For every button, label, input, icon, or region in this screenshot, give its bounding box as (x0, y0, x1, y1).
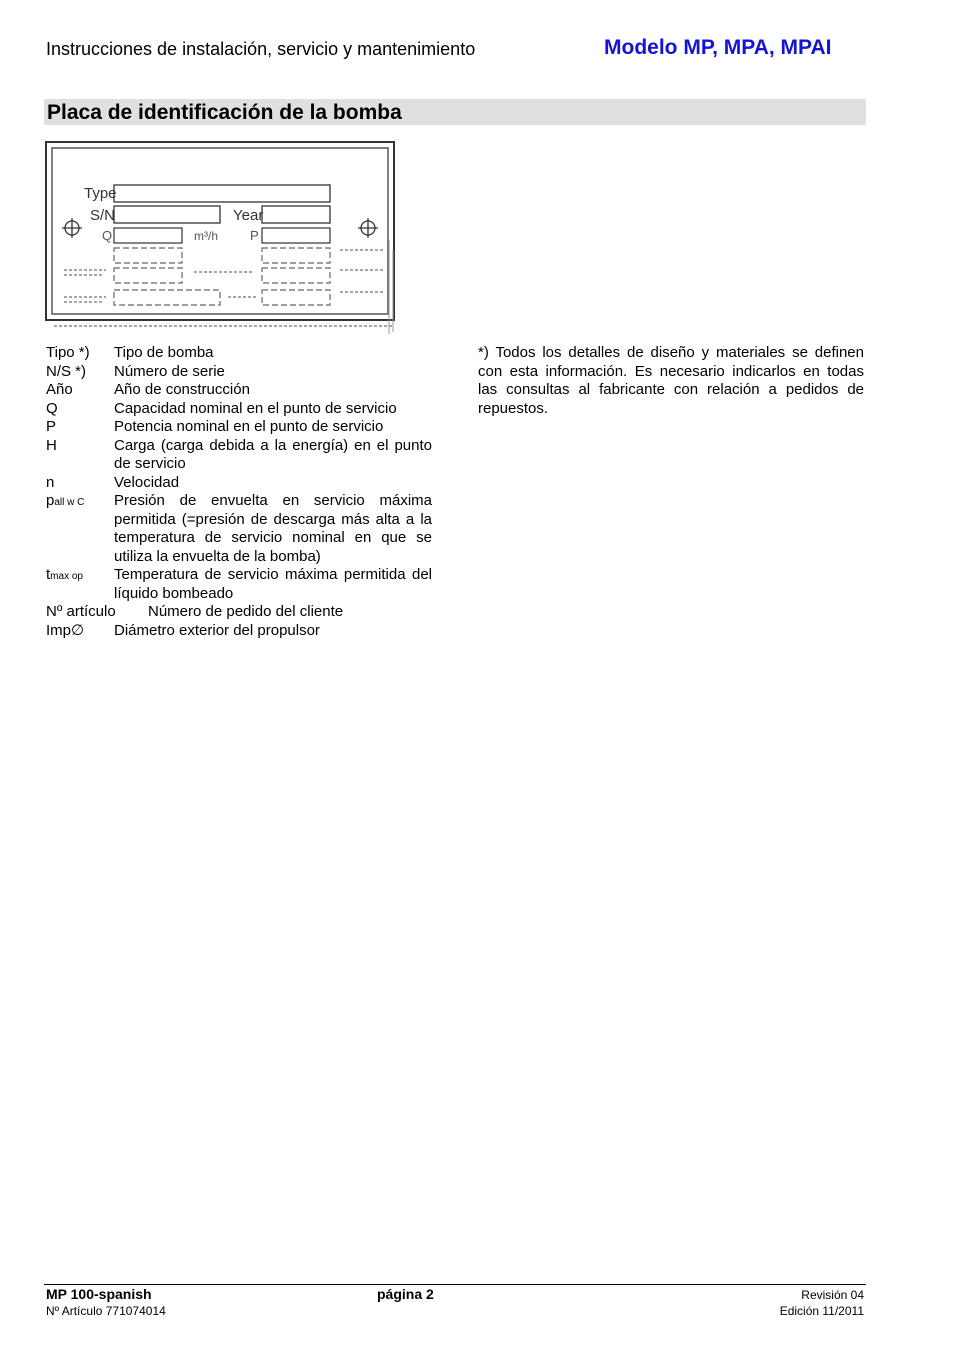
definition-row (46, 474, 432, 493)
definition-desc: Número de serie (114, 362, 225, 380)
footer-edition: Edición 11/2011 (779, 1304, 864, 1318)
footer-article-number: Nº Artículo 771074014 (46, 1304, 166, 1318)
header-document-title: Instrucciones de instalación, servicio y mantenimiento (46, 39, 476, 59)
plate-label-q: Q (102, 228, 113, 243)
definition-desc: Diámetro exterior del propulsor (114, 621, 320, 639)
definition-desc: Velocidad (114, 473, 180, 491)
definition-desc: Presión de envuelta en servicio máxima permitida (=presión de descarga más alta a la temperatura de servicio nominal en que se utiliza la envuelta de la bomba) (114, 492, 432, 565)
definition-term (46, 566, 114, 603)
definition-term-main: t (46, 566, 51, 583)
section-title: Placa de identificación de la bomba (47, 101, 402, 124)
plate-label-type: Type (84, 185, 117, 202)
definition-term: Año (46, 381, 73, 398)
definition-term-subscript: all w C (54, 497, 85, 508)
definition-desc: Potencia nominal en el punto de servicio (114, 418, 384, 435)
definition-row (46, 418, 432, 437)
definition-term: n (46, 473, 55, 491)
plate-label-m3h: m³/h (194, 229, 218, 243)
definition-desc: Temperatura de servicio máxima permitida del líquido bombeado (114, 566, 432, 602)
footer-revision: Revisión 04 (801, 1288, 864, 1302)
definition-term: H (46, 436, 57, 454)
definition-row (46, 344, 432, 363)
definition-term: N/S *) (46, 362, 87, 380)
definition-row (46, 363, 432, 382)
definition-term: Imp∅ (46, 621, 85, 639)
definition-row (46, 603, 432, 622)
definition-row (46, 492, 432, 566)
plate-label-p: P (250, 228, 259, 243)
definition-desc: Capacidad nominal en el punto de servicio (114, 399, 397, 417)
definition-desc: Tipo de bomba (114, 344, 214, 361)
footer-page-number: página 2 (377, 1286, 434, 1302)
definition-term (46, 492, 114, 566)
definition-row (46, 437, 432, 474)
header-model-title: Modelo MP, MPA, MPAI (604, 36, 832, 59)
definition-term-subscript: max op (50, 571, 83, 582)
definitions-list (46, 344, 432, 640)
definition-desc: Año de construcción (114, 381, 250, 398)
definition-term: Q (46, 399, 58, 417)
footnote-text: *) Todos los detalles de diseño y materiales se definen con esta información. Es necesario indicarlos en todas las consultas al fabricante con relación a pedidos de repuestos. (478, 344, 864, 417)
definition-term: Nº artículo (46, 603, 116, 620)
definition-row (46, 566, 432, 603)
nameplate-figure (44, 140, 400, 336)
definition-row (46, 400, 432, 419)
definition-term-main: p (46, 492, 55, 509)
definition-desc: Carga (carga debida a la energía) en el punto de servicio (114, 436, 432, 472)
plate-label-year: Year (233, 207, 264, 224)
definition-desc: Número de pedido del cliente (148, 603, 344, 620)
plate-label-sn: S/N (90, 207, 116, 224)
definition-row (46, 381, 432, 400)
definition-term: Tipo *) (46, 344, 90, 361)
footer-document-code: MP 100-spanish (46, 1286, 152, 1302)
definition-row (46, 622, 432, 641)
definition-term: P (46, 418, 57, 435)
footer-divider (44, 1284, 866, 1285)
